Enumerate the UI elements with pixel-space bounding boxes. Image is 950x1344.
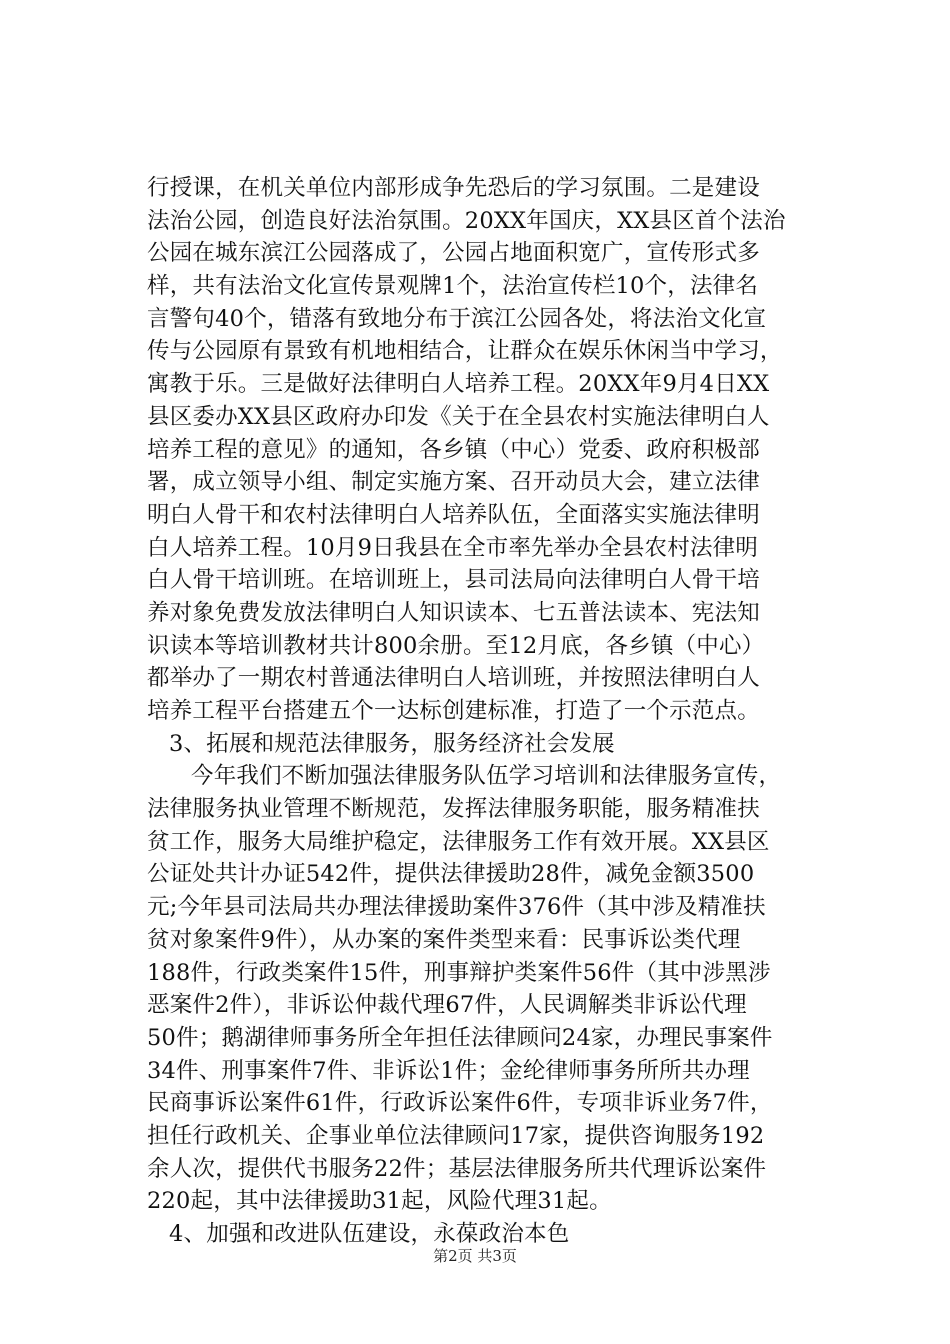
text-line: 白人骨干培训班。在培训班上，县司法局向法律明白人骨干培 — [147, 567, 760, 594]
text-line: 法律服务执业管理不断规范，发挥法律服务职能，服务精准扶 — [147, 796, 760, 823]
section-heading: 4、加强和改进队伍建设，永葆政治本色 — [169, 1221, 570, 1247]
text-line: 188件，行政类案件15件，刑事辩护类案件56件（其中涉黑涉 — [147, 959, 771, 986]
text-line: 元;今年县司法局共办理法律援助案件376件（其中涉及精准扶 — [147, 894, 766, 921]
page-footer: 第2页 共3页 — [433, 1247, 517, 1265]
text-line: 养对象免费发放法律明白人知识读本、七五普法读本、宪法知 — [147, 599, 760, 626]
text-line: 行授课，在机关单位内部形成争先恐后的学习氛围。二是建设 — [147, 175, 760, 201]
text-line: 署，成立领导小组、制定实施方案、召开动员大会，建立法律 — [147, 469, 760, 496]
text-line: 50件；鹅湖律师事务所全年担任法律顾问24家，办理民事案件 — [147, 1024, 773, 1051]
text-line: 言警句40个，错落有致地分布于滨江公园各处，将法治文化宣 — [147, 305, 767, 332]
text-line: 识读本等培训教材共计800余册。至12月底，各乡镇（中心） — [147, 632, 765, 659]
text-line: 寓教于乐。三是做好法律明白人培养工程。20XX年9月4日XX — [147, 371, 770, 398]
text-line: 今年我们不断加强法律服务队伍学习培训和法律服务宣传， — [191, 763, 782, 790]
text-line: 白人培养工程。10月9日我县在全市率先举办全县农村法律明 — [147, 534, 759, 561]
text-line: 公证处共计办证542件，提供法律援助28件，减免金额3500 — [147, 861, 755, 888]
text-line: 传与公园原有景致有机地相结合，让群众在娱乐休闲当中学习， — [147, 338, 783, 365]
text-line: 县区委办XX县区政府办印发《关于在全县农村实施法律明白人 — [147, 403, 770, 430]
text-line: 培养工程平台搭建五个一达标创建标准，打造了一个示范点。 — [147, 698, 760, 724]
text-line: 34件、刑事案件7件、非诉讼1件；金纶律师事务所所共办理 — [147, 1057, 750, 1084]
body-text — [147, 172, 837, 1251]
text-line: 220起，其中法律援助31起，风险代理31起。 — [147, 1188, 612, 1215]
text-line: 公园在城东滨江公园落成了，公园占地面积宽广，宣传形式多 — [147, 240, 760, 267]
text-line: 担任行政机关、企事业单位法律顾问17家，提供咨询服务192 — [147, 1122, 765, 1149]
text-line: 贫工作，服务大局维护稳定，法律服务工作有效开展。XX县区 — [147, 828, 770, 855]
text-line: 法治公园，创造良好法治氛围。20XX年国庆，XX县区首个法治 — [147, 207, 786, 234]
text-line: 恶案件2件），非诉讼仲裁代理67件，人民调解类非诉讼代理 — [147, 992, 747, 1019]
text-line: 样，共有法治文化宣传景观牌1个，法治宣传栏10个，法律名 — [147, 273, 759, 300]
text-line: 余人次，提供代书服务22件；基层法律服务所共代理诉讼案件 — [147, 1155, 767, 1182]
section-heading: 3、拓展和规范法律服务，服务经济社会发展 — [169, 730, 615, 757]
text-line: 明白人骨干和农村法律明白人培养队伍，全面落实实施法律明 — [147, 501, 760, 528]
text-line: 贫对象案件9件），从办案的案件类型来看：民事诉讼类代理 — [147, 926, 741, 953]
text-line: 民商事诉讼案件61件，行政诉讼案件6件，专项非诉业务7件， — [147, 1090, 773, 1117]
text-line: 都举办了一期农村普通法律明白人培训班，并按照法律明白人 — [147, 665, 760, 692]
text-line: 培养工程的意见》的通知，各乡镇（中心）党委、政府积极部 — [147, 436, 760, 463]
